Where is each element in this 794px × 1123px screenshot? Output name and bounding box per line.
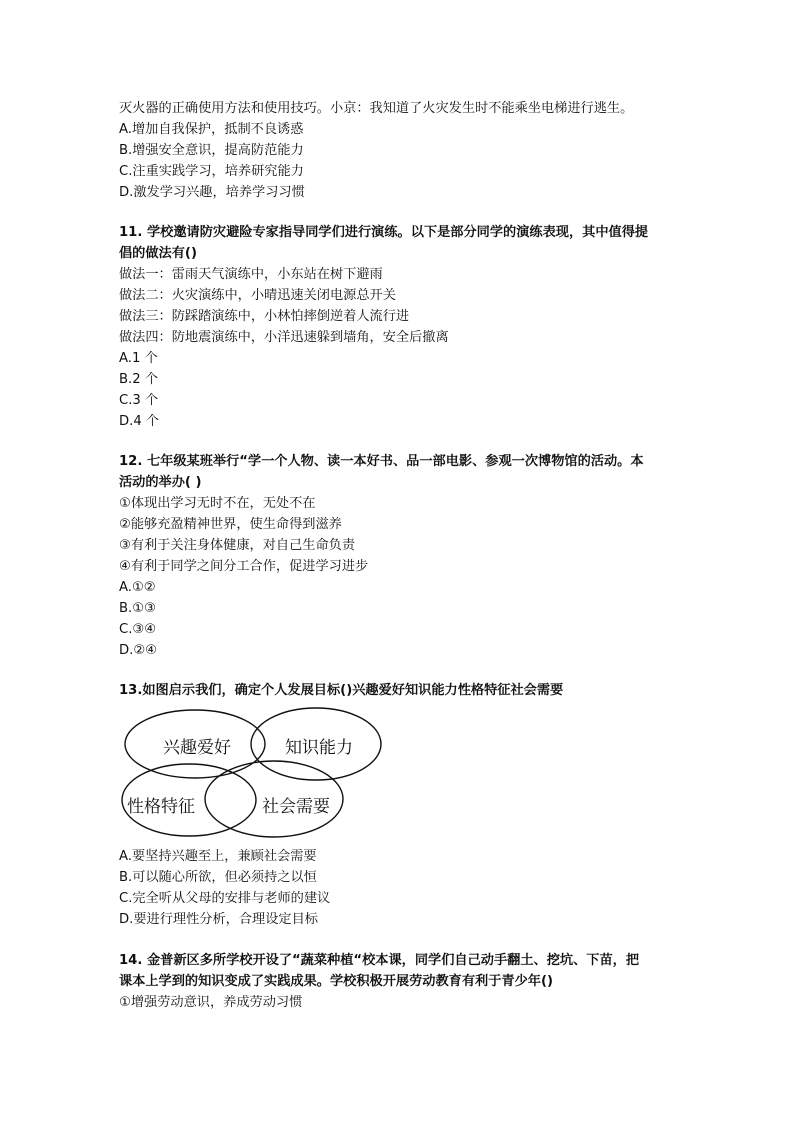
venn-label-character: 性格特征: [127, 797, 195, 817]
q11-option-c: C.3 个: [119, 393, 159, 408]
q10-option-b: B.增强安全意识，提高防范能力: [119, 143, 304, 158]
q11-item-1: 做法一：雷雨天气演练中，小东站在树下避雨: [119, 267, 383, 282]
q14-item-1: ①增强劳动意识，养成劳动习惯: [119, 995, 303, 1010]
venn-label-interest: 兴趣爱好: [163, 738, 231, 758]
q11-option-b: B.2 个: [119, 372, 159, 387]
intro-line: 灭火器的正确使用方法和使用技巧。小京：我知道了火灾发生时不能乘坐电梯进行逃生。: [119, 101, 634, 116]
q11-item-2: 做法二：火灾演练中，小晴迅速关闭电源总开关: [119, 288, 396, 303]
q14-stem-line-2: 课本上学到的知识变成了实践成果。学校积极开展劳动教育有利于青少年(): [119, 974, 554, 989]
q13-option-d: D.要进行理性分析，合理设定目标: [119, 912, 318, 927]
q12-stem-line-1: 12. 七年级某班举行“学一个人物、读一本好书、品一部电影、参观一次博物馆的活动。本: [119, 454, 644, 469]
q12-option-a: A.①②: [119, 580, 156, 595]
q12-item-2: ②能够充盈精神世界，使生命得到滋养: [119, 517, 342, 532]
q12-option-b: B.①③: [119, 601, 156, 616]
q12-option-c: C.③④: [119, 622, 157, 637]
q11-option-a: A.1 个: [119, 351, 158, 366]
q12-stem-line-2: 活动的举办( ): [119, 475, 202, 490]
venn-label-knowledge: 知识能力: [285, 738, 353, 758]
q11-item-3: 做法三：防踩踏演练中，小林怕摔倒逆着人流行进: [119, 309, 410, 324]
q12-item-4: ④有利于同学之间分工合作，促进学习进步: [119, 559, 369, 574]
q13-option-a: A.要坚持兴趣至上，兼顾社会需要: [119, 849, 317, 864]
q14-stem-line-1: 14. 金普新区多所学校开设了“蔬菜种植“校本课，同学们自己动手翻土、挖坑、下苗，把: [119, 953, 640, 968]
q13-option-c: C.完全听从父母的安排与老师的建议: [119, 891, 331, 906]
q12-option-d: D.②④: [119, 643, 157, 658]
venn-label-society: 社会需要: [262, 797, 330, 817]
q13-option-b: B.可以随心所欲，但必须持之以恒: [119, 870, 317, 885]
q12-item-3: ③有利于关注身体健康，对自己生命负责: [119, 538, 356, 553]
q10-option-c: C.注重实践学习，培养研究能力: [119, 164, 304, 179]
venn-diagram: [116, 706, 386, 842]
q10-option-d: D.激发学习兴趣，培养学习习惯: [119, 185, 305, 200]
q12-item-1: ①体现出学习无时不在，无处不在: [119, 496, 316, 511]
q11-option-d: D.4 个: [119, 414, 160, 429]
q11-stem-line-1: 11. 学校邀请防灾避险专家指导同学们进行演练。以下是部分同学的演练表现，其中值得提: [119, 225, 649, 240]
q11-item-4: 做法四：防地震演练中，小洋迅速躲到墙角，安全后撤离: [119, 330, 449, 345]
q13-stem: 13.如图启示我们，确定个人发展目标()兴趣爱好知识能力性格特征社会需要: [119, 683, 564, 698]
q11-stem-line-2: 倡的做法有(): [119, 246, 197, 261]
q10-option-a: A.增加自我保护，抵制不良诱惑: [119, 122, 304, 137]
